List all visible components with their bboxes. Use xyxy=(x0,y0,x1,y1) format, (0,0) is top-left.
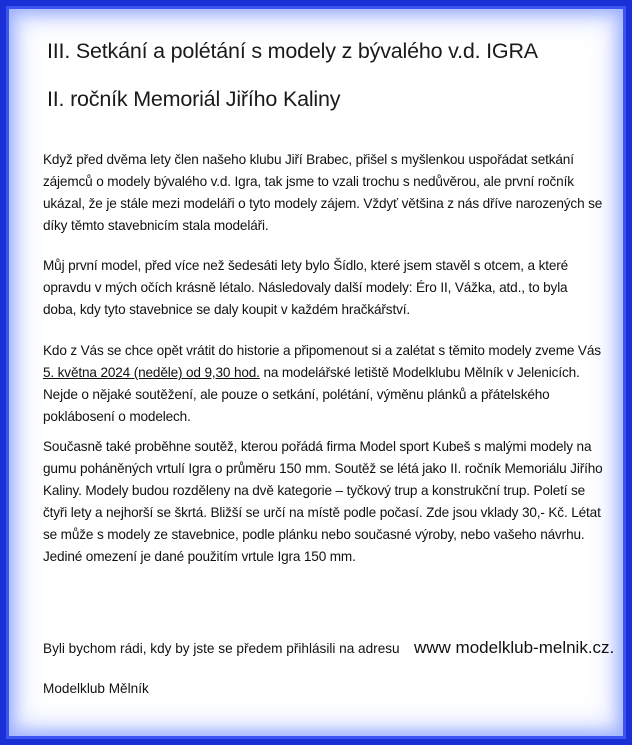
paragraph-intro: Když před dvěma lety člen našeho klubu Jiří Brabec, přišel s myšlenkou uspořádat setkání zájemců o modely bývalého v.d. Igra, tak jsme to vzali trochu s nedůvěrou, ale první ročník ukázal, že je stále mezi modeláři o tyto modely zájem. Vždyť většina z nás dříve narozených se díky těmto stavebnicím stala modeláři. xyxy=(43,152,603,233)
signup-text: Byli bychom rádi, kdy by jste se předem přihlásili na adresu xyxy=(43,641,400,656)
document-subtitle: II. ročník Memoriál Jiřího Kaliny xyxy=(47,87,341,111)
website-link[interactable]: www modelklub-melnik.cz. xyxy=(414,638,615,657)
paragraph-competition: Současně také proběhne soutěž, kterou pořádá firma Model sport Kubeš s malými modely na gumu poháněných vrtulí Igra o průměru 150 mm. Soutěž se létá jako II. ročník Memoriálu Jiřího Kaliny. Modely budou rozděleny na dvě kategorie – tyčkový trup a konstrukční trup. Poletí se čtyři lety a nejhorší se škrtá. Bližší se určí na místě podle počasí. Zde jsou vklady 30,- Kč. Létat se může s modely ze stavebnice, podle plánku nebo současné výroby, nebo vašeho návrhu. Jediné omezení je dané použitím vrtule Igra 150 mm. xyxy=(43,439,603,564)
event-date: 5. května 2024 (neděle) od 9,30 hod. xyxy=(43,365,260,380)
invitation-text-start: Kdo z Vás se chce opět vrátit do historie a připomenout si a zalétat s těmito modely zveme Vás xyxy=(43,343,601,358)
paragraph-invitation xyxy=(43,340,603,428)
signature: Modelklub Mělník xyxy=(43,681,149,696)
paragraph-first-model: Můj první model, před více než šedesáti lety bylo Šídlo, které jsem stavěl s otcem, a které opravdu v mých očích krásně létalo. Následovaly další modely: Éro II, Vážka, atd., to byla doba, kdy tyto stavebnice se daly koupit v každém hračkářství. xyxy=(43,258,569,317)
document-title: III. Setkání a polétání s modely z bývalého v.d. IGRA xyxy=(47,39,538,63)
invitation-text-end: na modelářské letiště Modelklubu Mělník v Jelenicích. Nejde o nějaké soutěžení, ale pouze o setkání, polétání, výměnu plánků a přátelského poklábosení o modelech. xyxy=(43,365,580,424)
